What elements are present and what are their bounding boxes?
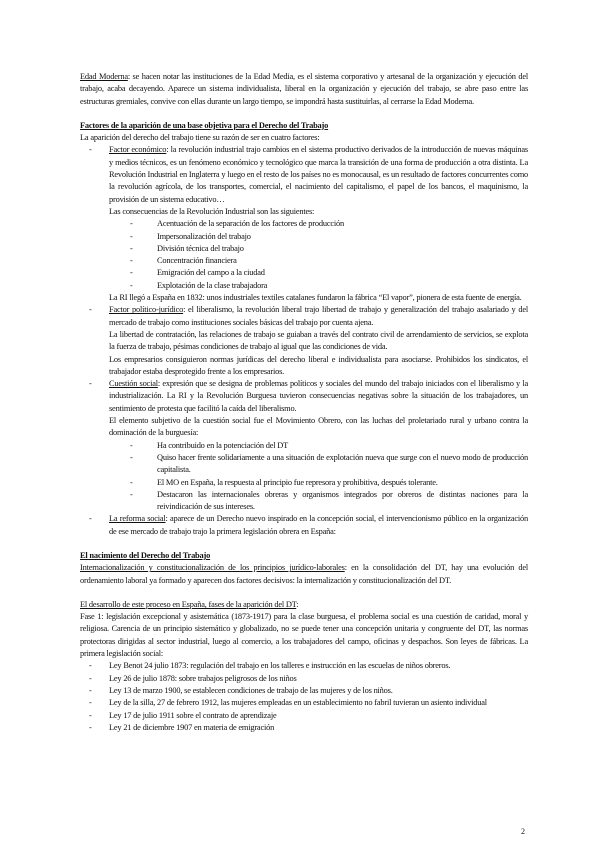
nacimiento-paragraph: [80, 562, 528, 587]
leyes-list: [80, 660, 528, 734]
desarrollo-heading-colon: :: [296, 599, 299, 609]
cuestion-social-text: : expresión que se designa de problemas políticos y sociales del mundo del trabajo iniciados con el liberalismo y la industrialización. La RI y la Revolución Burguesa tuvieron consecuencias negativas sobre la situación de los trabajadores, un sentimiento de protesta que facilitó la caída del liberalismo.: [109, 379, 528, 413]
factor-politico-p3: Los empresarios consiguieron normas jurídicas del derecho liberal e individualista para asociarse. Prohibidos los sindicatos, el trabajador estaba desprotegido frente a los empresarios.: [109, 354, 528, 376]
nacimiento-heading: El nacimiento del Derecho del Trabajo: [80, 550, 211, 560]
factores-intro: La aparición del derecho del trabajo tiene su razón de ser en cuatro factores:: [80, 133, 320, 143]
factor-politico-p2: La libertad de contratación, las relaciones de trabajo se guiaban a través del contrato civil de arrendamiento de servicios, se explota la fuerza de trabajo, pésimas condiciones de trabajo al igual que las condiciones de vida.: [109, 329, 528, 352]
movimiento-obrero-list: [109, 440, 528, 514]
list-item: - Ley 13 de marzo 1900, se establecen condiciones de trabajo de las mujeres y de los niños.: [80, 685, 528, 697]
nacimiento-term: Internacionalización y constitucionalización de los principios jurídico-laborales: [80, 563, 345, 573]
factor-politico-term: Factor político-jurídico: [109, 305, 184, 315]
edad-moderna-text: : se hacen notar las instituciones de la Edad Media, es el sistema corporativo y artesanal de la organización y ejecución del trabajo, acaba decayendo. Aparece un sistema individualista, liberal en la organización y ejecución del trabajo, se abre paso entre las estructuras gremiales, convive con ellas durante un largo tiempo, se impondrá hasta sustituirlas, al cerrarse la Edad Moderna.: [80, 72, 528, 106]
factores-heading: Factores de la aparición de una base objetiva para el Derecho del Trabajo: [80, 120, 329, 130]
document-page: [80, 71, 528, 734]
list-item: - Concentración financiera: [109, 255, 528, 267]
list-item: - Destacaron las internacionales obreras y organismos integrados por obreros de distintas naciones para la reivindicación de sus intereses.: [109, 489, 528, 514]
reforma-social: [80, 513, 528, 538]
list-item: - El MO en España, la respuesta al principio fue represora y prohibitiva, después tolerante.: [109, 477, 528, 489]
factor-economico-text: : la revolución industrial trajo cambios en el sistema productivo derivados de la introducción de nuevas máquinas y medios técnicos, es un fenómeno económico y tecnológico que marca la transición de una forma de producción a otra distinta. La Revolución Industrial en Inglaterra y luego en el resto de los países no es monocausal, es un resultado de factores concurrentes como la revolución agrícola, de los transportes, comercial, el nacimiento del capitalismo, el papel de los bancos, el maquinismo, la provisión de un sistema educativo…: [109, 145, 528, 204]
ri-espana-text: La RI llegó a España en 1832: unos industriales textiles catalanes fundaron la fábrica “El vapor”, pionera de esta fuente de energía.: [109, 293, 522, 303]
list-item: - Acentuación de la separación de los factores de producción: [109, 218, 528, 230]
list-item: - Impersonalización del trabajo: [109, 231, 528, 243]
nacimiento-text: : en la consolidación del DT, hay una evolución del ordenamiento laboral ya formado y aparecen dos factores decisivos: la internalización y constitucionalización del DT.: [80, 563, 528, 585]
list-item: - Ley 26 de julio 1878: sobre trabajos peligrosos de los niños: [80, 673, 528, 685]
list-item: - Ha contribuido en la potenciación del DT: [109, 440, 528, 452]
desarrollo-heading: El desarrollo de este proceso en España, fases de la aparición del DT: [80, 599, 297, 609]
factor-economico: [80, 144, 528, 304]
list-item: - División técnica del trabajo: [109, 243, 528, 255]
list-item: - Explotación de la clase trabajadora: [109, 280, 528, 292]
desarrollo-heading-line: [80, 599, 528, 611]
factor-politico: [80, 304, 528, 378]
reforma-social-text: : aparece de un Derecho nuevo inspirado en la concepción social, el intervencionismo público en la organización de ese mercado de trabajo trajo la primera legislación obrera en España:: [109, 514, 528, 536]
list-item: - Quiso hacer frente solidariamente a una situación de explotación nueva que surge con el nuevo modo de producción capitalista.: [109, 452, 528, 477]
page-number: 2: [521, 827, 525, 836]
factor-economico-term: Factor económico: [109, 145, 167, 155]
consecuencias-intro: Las consecuencias de la Revolución Industrial son las siguientes:: [109, 206, 315, 216]
factor-politico-text: : el liberalismo, la revolución liberal trajo libertad de trabajo y generalización del trabajo asalariado y del mercado de trabajo como instituciones sociales básicas del trabajo por cuenta ajena.: [109, 305, 528, 327]
cuestion-social-term: Cuestión social: [109, 379, 158, 389]
edad-moderna-term: Edad Moderna: [80, 72, 128, 81]
factores-list: [80, 144, 528, 538]
cuestion-social-p2: El elemento subjetivo de la cuestión social fue el Movimiento Obrero, con las luchas del proletariado rural y urbano contra la dominación de la burguesía:: [109, 416, 528, 438]
list-item: - Ley de la silla, 27 de febrero 1912, las mujeres empleadas en un establecimiento no fabril tuvieran un asiento individual: [80, 697, 528, 709]
list-item: - Ley Benot 24 julio 1873: regulación del trabajo en los talleres e instrucción en las escuelas de niños obreros.: [80, 660, 528, 672]
reforma-social-term: La reforma social: [109, 514, 166, 524]
list-item: - Ley 17 de julio 1911 sobre el contrato de aprendizaje: [80, 710, 528, 722]
list-item: - Emigración del campo a la ciudad: [109, 267, 528, 279]
list-item: - Ley 21 de diciembre 1907 en materia de emigración: [80, 722, 528, 734]
fase-1-paragraph: Fase 1: legislación excepcional y asistemática (1873-1917) para la clase burguesa, el problema social es una cuestión de caridad, moral y religiosa. Carencia de un principio sistemático y globalizado, no se puede tener una concepción unitaria y congruente del DT, las normas protectoras dirigidas al sector industrial, luego al comercio, a los trabajadores del campo, oficinas y despachos. Son leyes de fábricas. La primera legislación social:: [80, 612, 528, 659]
cuestion-social: [80, 378, 528, 513]
consecuencias-list: [109, 218, 528, 292]
edad-moderna-paragraph: [80, 71, 528, 108]
